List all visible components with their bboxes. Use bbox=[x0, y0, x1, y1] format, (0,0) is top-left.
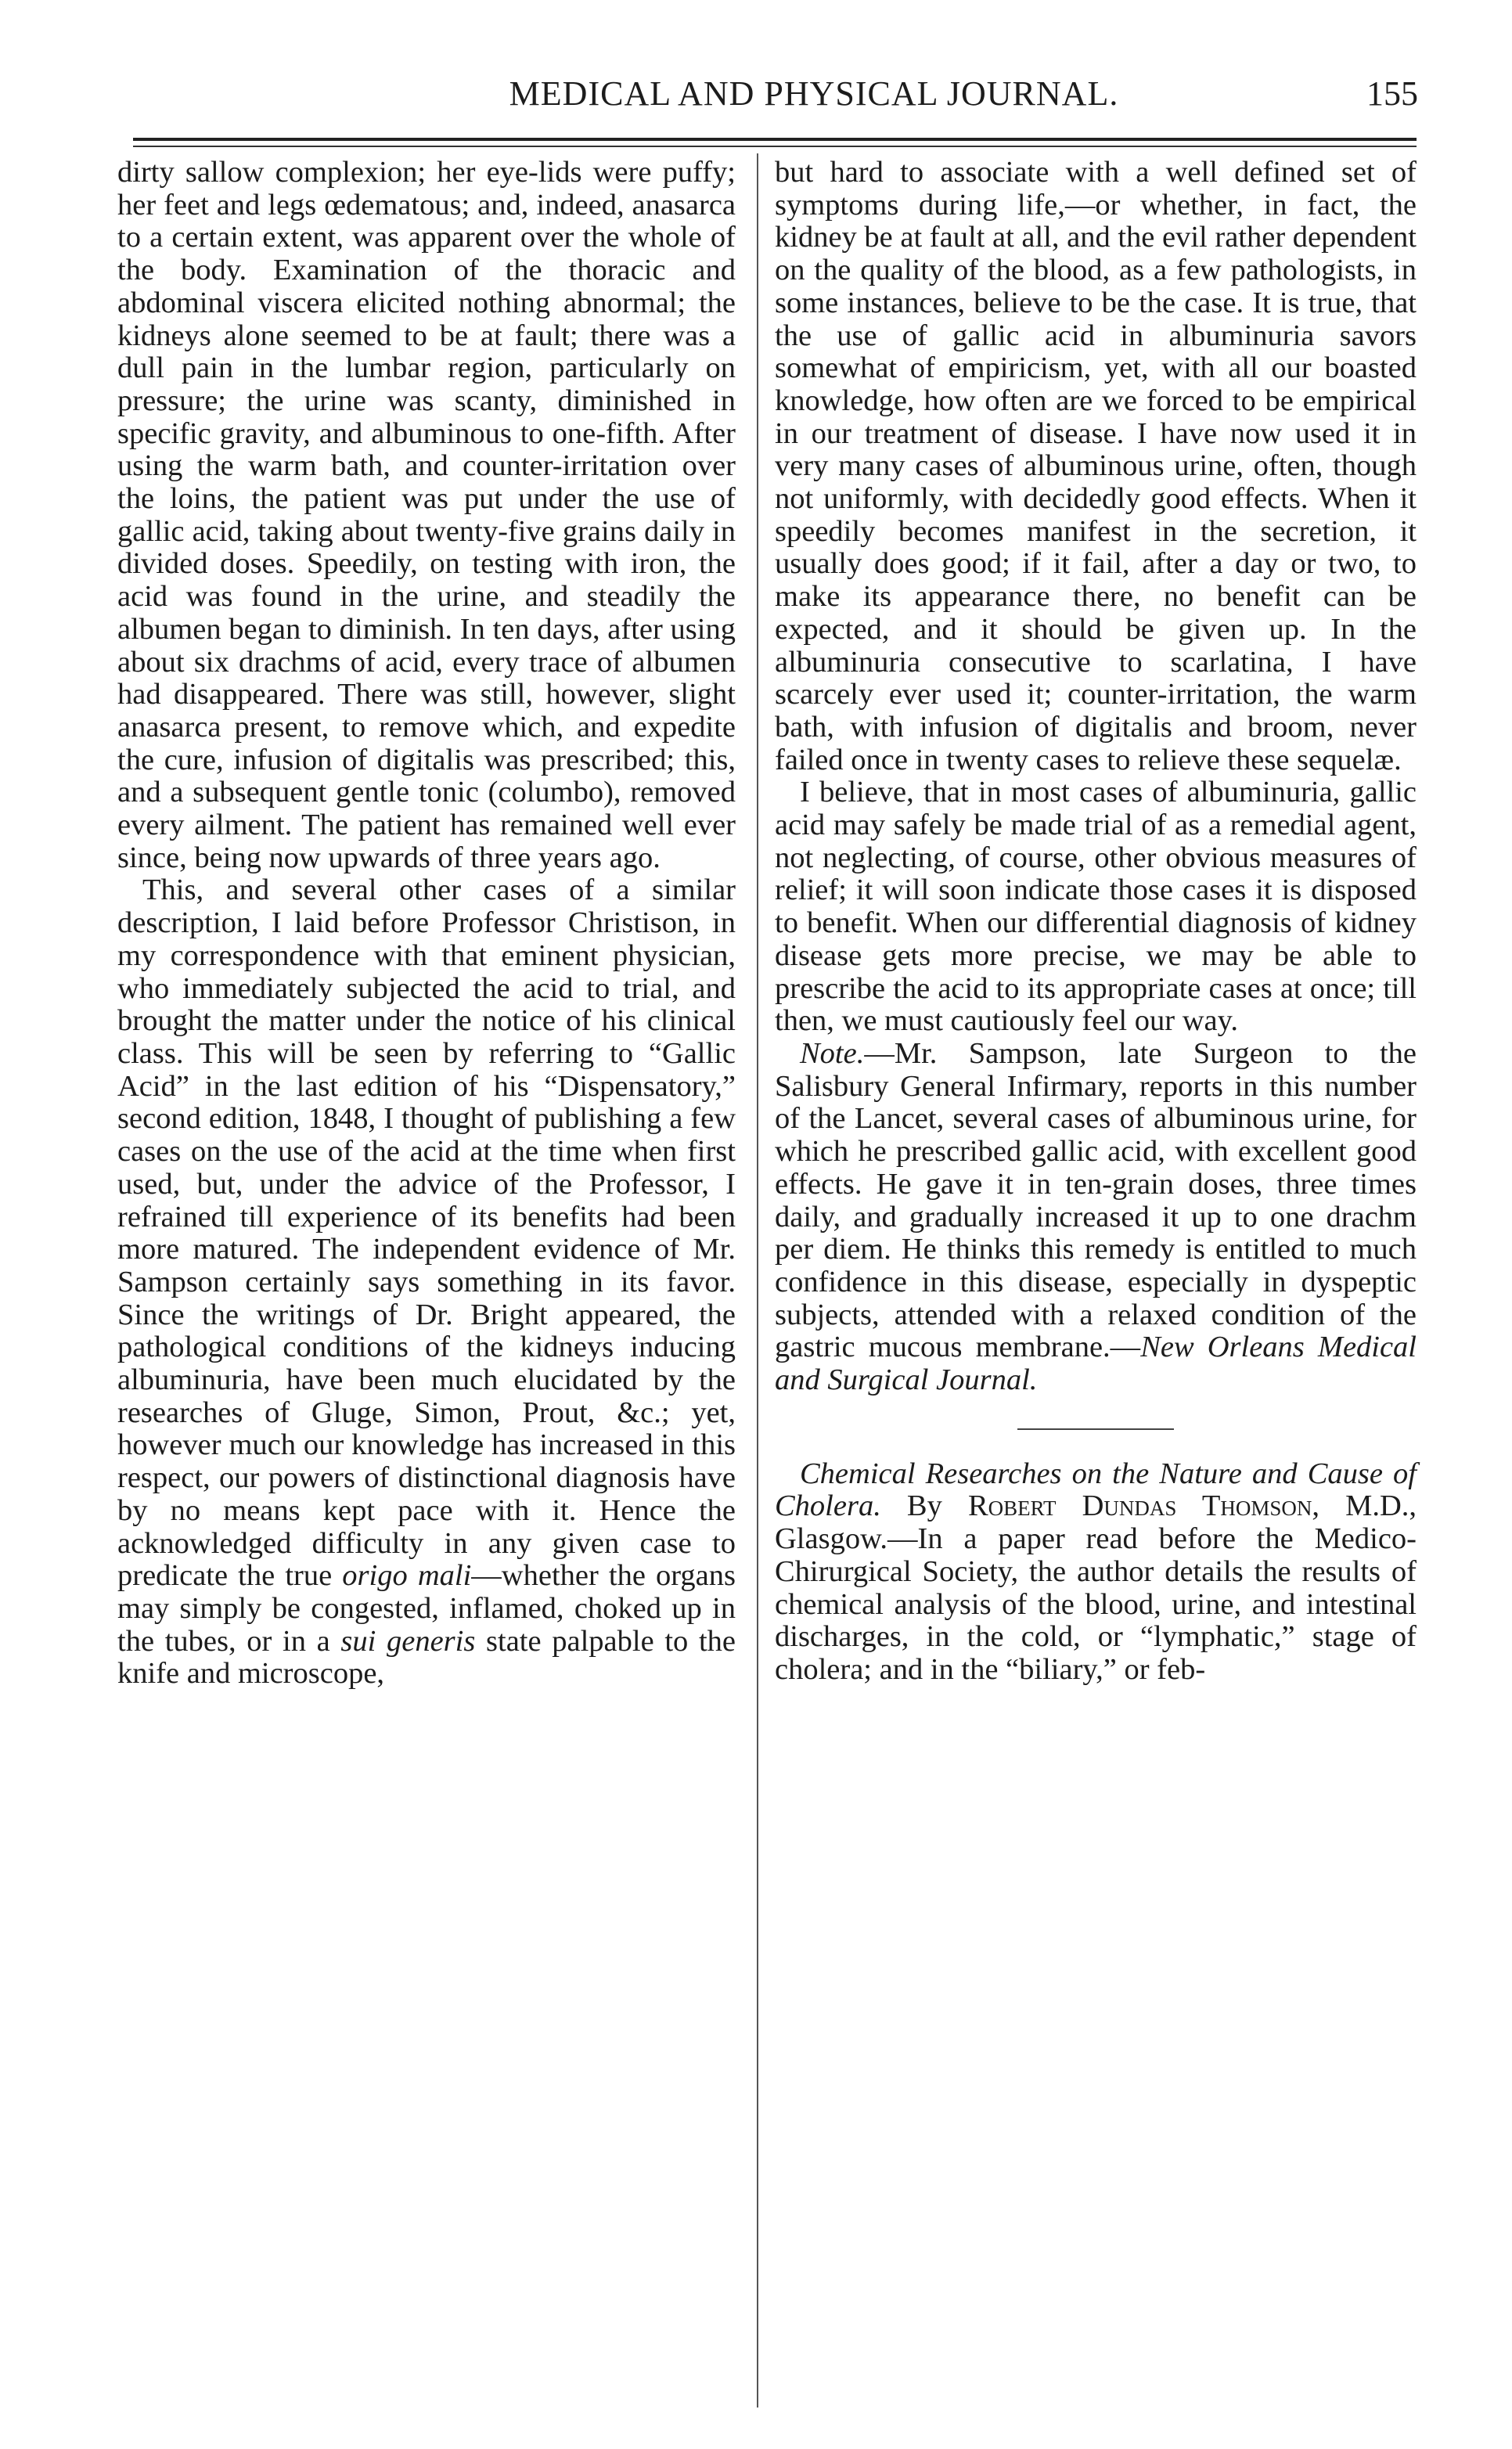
left-column bbox=[117, 157, 736, 1691]
running-head: MEDICAL AND PHYSICAL JOURNAL. bbox=[509, 74, 1119, 113]
article-title: Chemical Researches on the Nature and Cause of Cholera. bbox=[775, 1457, 1417, 1523]
left-paragraph-2-text-a: This, and several other cases of a similar description, I laid before Professor Christison, in my correspondence with that eminent physician, who immediately subjected the acid to trial, and brought the matter under the notice of his clinical class. This will be seen by referring to “Gallic Acid” in the last edition of his “Dispensatory,” second edition, 1848, I thought of publishing a few cases on the use of the acid at the time when first used, but, under the advice of the Professor, I refrained till experience of its benefits had been more matured. The independent evidence of Mr. Sampson certainly says something in its favor. Since the writings of Dr. Bright appeared, the pathological conditions of the kidneys inducing albuminuria, have been much elucidated by the researches of Gluge, Simon, Prout, &c.; yet, however much our knowledge has increased in this respect, our powers of distinctional diagnosis have by no means kept pace with it. Hence the acknowledged difficulty in any given case to predicate the true bbox=[117, 873, 736, 1593]
left-paragraph-1: dirty sallow complexion; her eye-lids were puffy; her feet and legs œdematous; and, indeed, anasarca to a certain extent, was apparent over the whole of the body. Examination of the thoracic and abdominal viscera elicited nothing abnormal; the kidneys alone seemed to be at fault; there was a dull pain in the lumbar region, particularly on pressure; the urine was scanty, diminished in specific gravity, and albuminous to one-fifth. After using the warm bath, and counter-irritation over the loins, the patient was put under the use of gallic acid, taking about twenty-five grains daily in divided doses. Speedily, on testing with iron, the acid was found in the urine, and steadily the albumen began to diminish. In ten days, after using about six drachms of acid, every trace of albumen had disappeared. There was still, however, slight anasarca present, to remove which, and expedite the cure, infusion of digitalis was prescribed; this, and a subsequent gentle tonic (columbo), removed every ailment. The patient has remained well ever since, being now upwards of three years ago. bbox=[117, 156, 736, 874]
note-source: New Orleans Medical and Surgical Journal. bbox=[775, 1331, 1417, 1397]
right-paragraph-1: but hard to associate with a well defined set of symptoms during life,—or whether, in fact, the kidney be at fault at all, and the evil rather dependent on the quality of the blood, as a few pathologists, in some instances, believe to be the case. It is true, that the use of gallic acid in albuminuria savors somewhat of empiricism, yet, with all our boasted knowledge, how often are we forced to be empirical in our treatment of disease. I have now used it in very many cases of albuminous urine, often, though not uniformly, with decidedly good effects. When it speedily becomes manifest in the secretion, it usually does good; if it fail, after a day or two, to make its appearance there, no benefit can be expected, and it should be given up. In the albuminuria consecutive to scarlatina, I have scarcely ever used it; counter-irritation, the warm bath, with infusion of digitalis and broom, never failed once in twenty cases to relieve these sequelæ. bbox=[775, 156, 1417, 776]
article-text: Glasgow.—In a paper read before the Medico-Chirurgical Society, the author details the results of chemical analysis of the blood, urine, and intestinal discharges, in the cold, or “lymphatic,” stage of cholera; and in the “biliary,” or feb- bbox=[775, 1522, 1417, 1686]
page-header bbox=[117, 70, 1418, 125]
column-divider bbox=[757, 153, 758, 2408]
right-column bbox=[775, 157, 1417, 1687]
note-label: Note. bbox=[800, 1036, 865, 1070]
section-divider-rule bbox=[1017, 1428, 1174, 1430]
article-paragraph bbox=[775, 1458, 1417, 1687]
left-paragraph-2-text-b: —whether the organs may simply be congested, inflamed, choked up in the tubes, or in a bbox=[117, 1559, 736, 1658]
header-rule-thick bbox=[133, 138, 1417, 141]
origo-mali-phrase: origo mali bbox=[342, 1559, 472, 1593]
article-by: By bbox=[880, 1489, 968, 1523]
sui-generis-phrase: sui generis bbox=[340, 1624, 476, 1658]
left-paragraph-2 bbox=[117, 874, 736, 1691]
page-number: 155 bbox=[1366, 74, 1418, 113]
header-rule-thin bbox=[133, 146, 1417, 147]
left-paragraph-2-text-c: state palpable to the knife and microscope, bbox=[117, 1624, 736, 1691]
right-paragraph-2: I believe, that in most cases of albuminuria, gallic acid may safely be made trial of as a remedial agent, not neglecting, of course, other obvious measures of relief; it will soon indicate those cases it is disposed to benefit. When our differential diagnosis of kidney disease gets more precise, we may be able to prescribe the acid to its appropriate cases at once; till then, we must cautiously feel our way. bbox=[775, 776, 1417, 1038]
note-text: —Mr. Sampson, late Surgeon to the Salisbury General Infirmary, reports in this number of the Lancet, several cases of albuminous urine, for which he prescribed gallic acid, with excellent good effects. He gave it in ten-grain doses, three times daily, and gradually increased it up to one drachm per diem. He thinks this remedy is entitled to much confidence in this disease, especially in dyspeptic subjects, attended with a relaxed condition of the gastric mucous membrane.— bbox=[775, 1036, 1417, 1364]
note-paragraph bbox=[775, 1038, 1417, 1397]
article-author: Robert Dundas Thomson, M.D., bbox=[967, 1489, 1417, 1523]
